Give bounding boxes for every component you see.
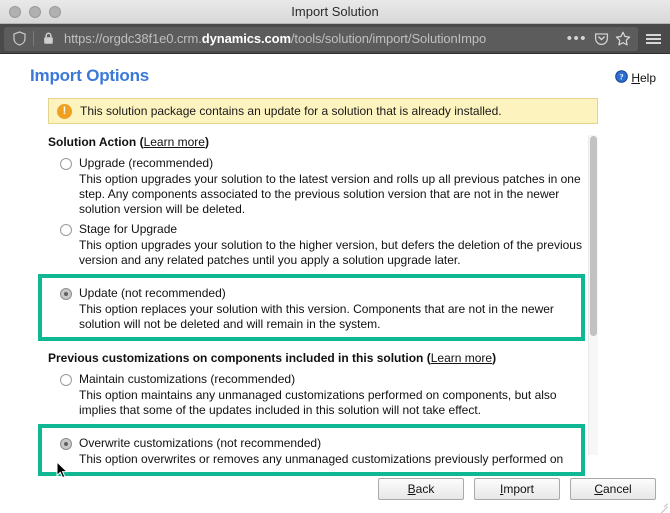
page-content — [0, 54, 670, 510]
radio-overwrite-customizations[interactable] — [60, 438, 72, 450]
option-body — [79, 436, 581, 467]
hamburger-menu-icon[interactable] — [640, 27, 666, 51]
options-list — [48, 135, 585, 466]
learn-more-wrap: (Learn more) — [426, 351, 497, 365]
window-resize-grip[interactable] — [658, 498, 668, 508]
section-heading-solution-action — [48, 135, 585, 149]
radio-stage-for-upgrade[interactable] — [60, 224, 72, 236]
star-bookmark-icon[interactable] — [612, 28, 634, 50]
zoom-button[interactable] — [49, 6, 61, 18]
tracking-protection-shield-icon[interactable] — [8, 28, 30, 50]
warning-exclamation-icon: ! — [57, 104, 72, 119]
option-label: Stage for Upgrade — [79, 222, 178, 236]
options-scrollbar[interactable] — [588, 135, 598, 455]
options-scroll-region — [48, 135, 598, 466]
padlock-icon[interactable] — [37, 28, 59, 50]
option-update[interactable] — [60, 281, 581, 332]
urlbar-actions — [564, 28, 634, 50]
option-label: Upgrade (recommended) — [79, 156, 214, 170]
section-heading-text: Solution Action — [48, 135, 137, 149]
cancel-accesskey: C — [594, 482, 603, 496]
back-label-rest: ack — [415, 482, 435, 496]
section-heading-previous-customizations — [48, 351, 585, 365]
pocket-save-icon[interactable] — [590, 28, 612, 50]
section-spacer — [48, 341, 585, 351]
option-stage-for-upgrade[interactable] — [48, 217, 585, 268]
page-title: Import Options — [30, 66, 150, 85]
highlight-box-update — [38, 274, 585, 341]
help-icon — [615, 70, 628, 86]
option-label: Overwrite customizations (not recommended) — [79, 436, 322, 450]
import-accesskey: I — [499, 482, 504, 496]
learn-more-wrap: (Learn more) — [139, 135, 209, 149]
url-domain: dynamics.com — [201, 31, 291, 46]
option-body — [79, 222, 585, 268]
window-title: Import Solution — [291, 4, 379, 19]
option-maintain-customizations[interactable] — [48, 367, 585, 418]
option-description: This option upgrades your solution to the latest version and rolls up all previous patches in one step. Any components associated to the previous solution version that are not in the newer solution version will be deleted. — [79, 172, 581, 216]
cancel-label-rest: ancel — [602, 482, 632, 496]
help-link[interactable] — [615, 70, 656, 86]
cancel-button[interactable] — [570, 478, 656, 500]
back-button[interactable] — [378, 478, 464, 500]
option-body — [79, 156, 585, 217]
radio-upgrade[interactable] — [60, 158, 72, 170]
svg-text:?: ? — [619, 71, 624, 82]
browser-toolbar — [0, 24, 670, 54]
help-label[interactable] — [631, 71, 656, 85]
url-prefix: https://orgdc38f1e0.crm. — [64, 31, 202, 46]
close-button[interactable] — [9, 6, 21, 18]
warning-banner — [48, 98, 598, 124]
page-header — [0, 54, 670, 86]
window-controls — [0, 6, 61, 18]
section-heading-text: Previous customizations on components included in this solution — [48, 351, 424, 365]
option-label: Update (not recommended) — [79, 286, 226, 300]
option-description: This option replaces your solution with this version. Components that are not in the newer solution will not be deleted and will remain in the system. — [79, 302, 554, 331]
option-label: Maintain customizations (recommended) — [79, 372, 296, 386]
warning-text: This solution package contains an update for a solution that is already installed. — [80, 104, 502, 118]
page-actions-icon[interactable]: ••• — [566, 30, 587, 47]
window-titlebar — [0, 0, 670, 24]
radio-maintain-customizations[interactable] — [60, 374, 72, 386]
option-body — [79, 286, 581, 332]
urlbar-divider — [33, 31, 34, 46]
import-button[interactable] — [474, 478, 560, 500]
option-body — [79, 372, 585, 418]
option-description: This option maintains any unmanaged customizations performed on components, but also implies that some of the updates included in this solution will not take effect. — [79, 388, 557, 417]
import-label-rest: mport — [503, 482, 535, 496]
address-bar[interactable] — [4, 27, 638, 51]
help-accesskey: H — [631, 71, 640, 85]
help-label-rest: elp — [639, 71, 656, 85]
url-suffix: /tools/solution/import/SolutionImpo — [290, 31, 487, 46]
option-description: This option upgrades your solution to the higher version, but defers the deletion of the previous version and any related patches until you apply a solution upgrade later. — [79, 238, 582, 267]
learn-more-link-solution-action[interactable]: Learn more — [143, 135, 205, 149]
minimize-button[interactable] — [29, 6, 41, 18]
scrollbar-thumb[interactable] — [590, 136, 597, 336]
back-accesskey: B — [407, 482, 416, 496]
option-upgrade[interactable] — [48, 151, 585, 217]
dialog-footer — [378, 478, 656, 500]
option-description: This option overwrites or removes any unmanaged customizations previously performed on — [79, 452, 564, 466]
learn-more-link-previous-customizations[interactable]: Learn more — [430, 351, 493, 365]
radio-update[interactable] — [60, 288, 72, 300]
option-overwrite-customizations[interactable] — [60, 431, 581, 467]
url-text[interactable] — [59, 31, 564, 46]
highlight-box-overwrite — [38, 424, 585, 476]
